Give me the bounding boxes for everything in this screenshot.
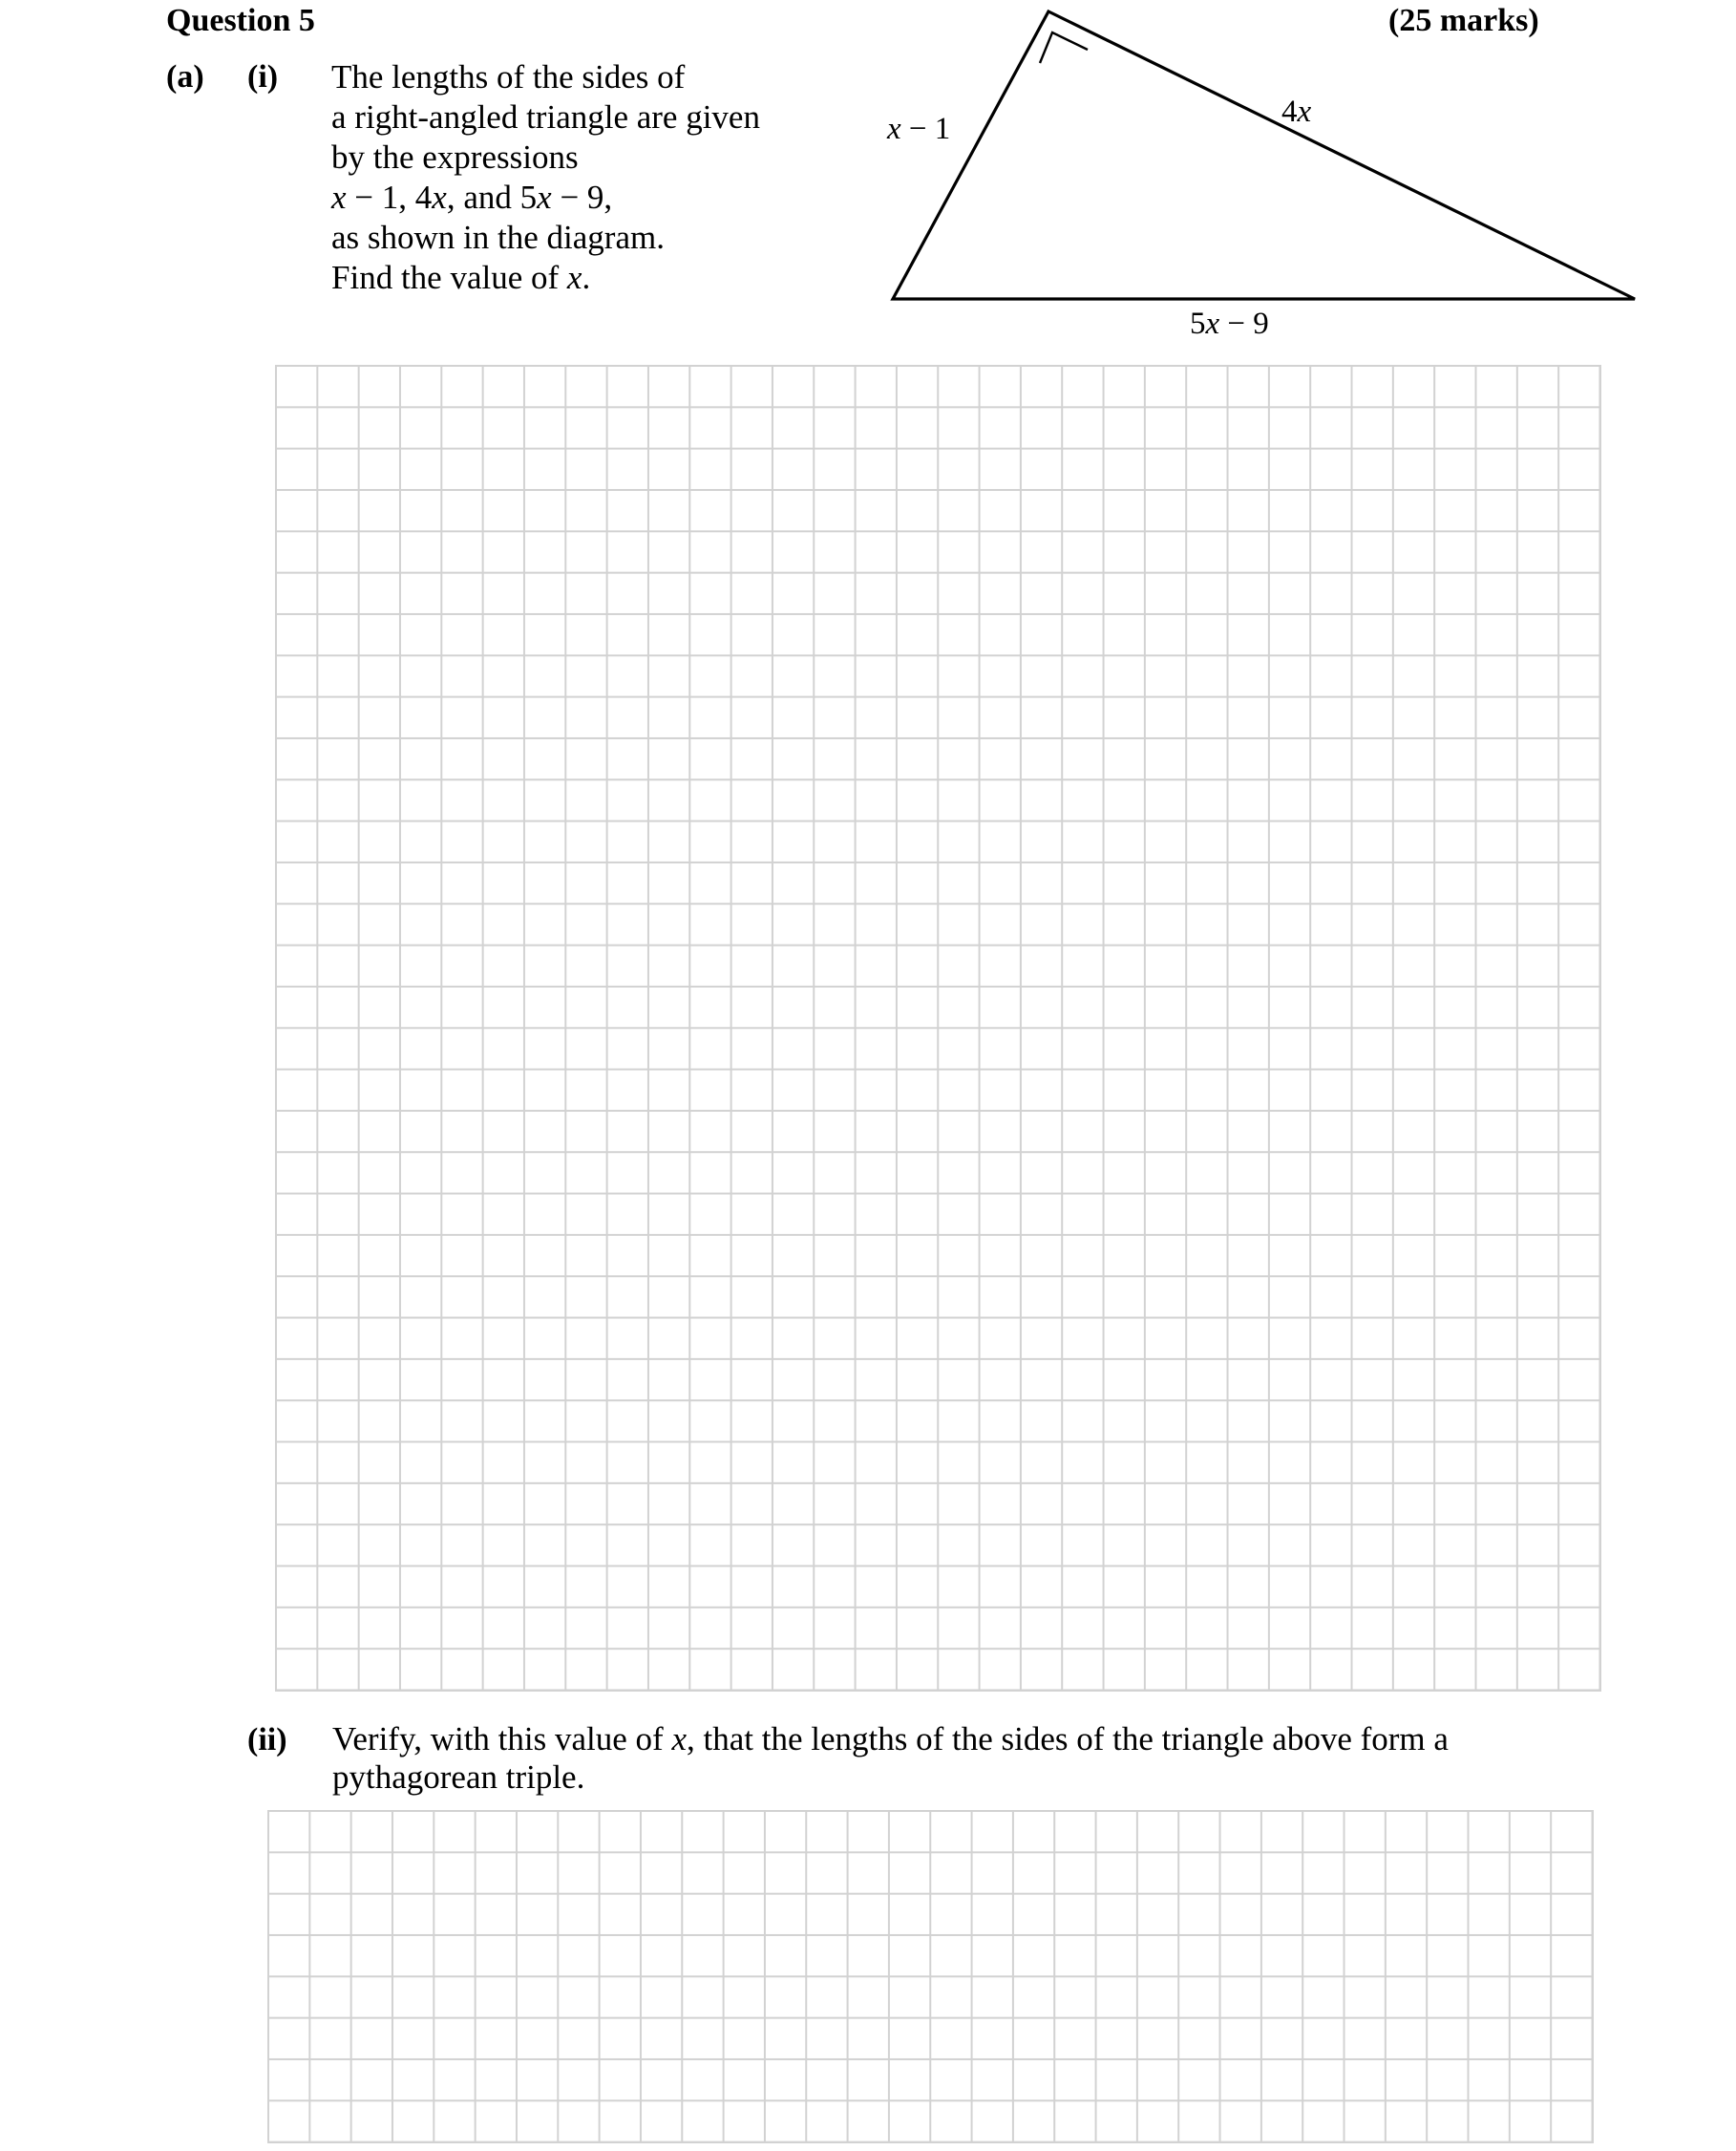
triangle-shape: [893, 11, 1635, 299]
var-x: x: [671, 1720, 687, 1757]
var-x: x: [887, 112, 901, 146]
find-suffix: .: [582, 259, 591, 296]
expr-text: − 9,: [551, 179, 613, 216]
question-i-line-5: as shown in the diagram.: [331, 219, 665, 256]
answer-grid-i[interactable]: [275, 365, 1601, 1692]
question-ii-text: [332, 1720, 1449, 1797]
part-a-label: (a): [166, 59, 204, 95]
right-angle-marker-icon: [1040, 32, 1088, 63]
question-ii-line-2: pythagorean triple.: [332, 1758, 585, 1796]
label-coef: 5: [1190, 307, 1206, 341]
verify-text: Verify, with this value of: [332, 1720, 672, 1757]
label-coef: 4: [1281, 95, 1298, 129]
side-label-top: [1281, 95, 1311, 129]
var-x: x: [537, 179, 552, 216]
expr-text: − 1, 4: [346, 179, 433, 216]
question-title: Question 5: [166, 3, 315, 38]
answer-grid-ii[interactable]: [267, 1810, 1594, 2143]
question-i-line-1: The lengths of the sides of: [331, 58, 686, 96]
expr-text: , and 5: [446, 179, 538, 216]
part-ii-label: (ii): [247, 1722, 287, 1757]
var-x: x: [1205, 307, 1220, 341]
question-i-line-2: a right-angled triangle are given: [331, 98, 760, 136]
find-text: Find the value of: [331, 259, 567, 296]
marks-label: (25 marks): [1388, 3, 1539, 38]
question-i-line-3: by the expressions: [331, 138, 579, 176]
question-ii-line-1: [332, 1720, 1449, 1758]
part-i-label: (i): [247, 59, 279, 95]
var-x: x: [1297, 95, 1312, 129]
var-x: x: [432, 179, 447, 216]
side-label-left: [887, 112, 950, 146]
label-rest: − 1: [900, 112, 951, 146]
verify-text-rest: , that the lengths of the sides of the triangle above form a: [686, 1720, 1449, 1757]
side-label-base: [1190, 307, 1269, 341]
var-x: x: [566, 259, 582, 296]
label-rest: − 9: [1219, 307, 1269, 341]
triangle-diagram: [0, 0, 1736, 363]
var-x: x: [331, 179, 347, 216]
